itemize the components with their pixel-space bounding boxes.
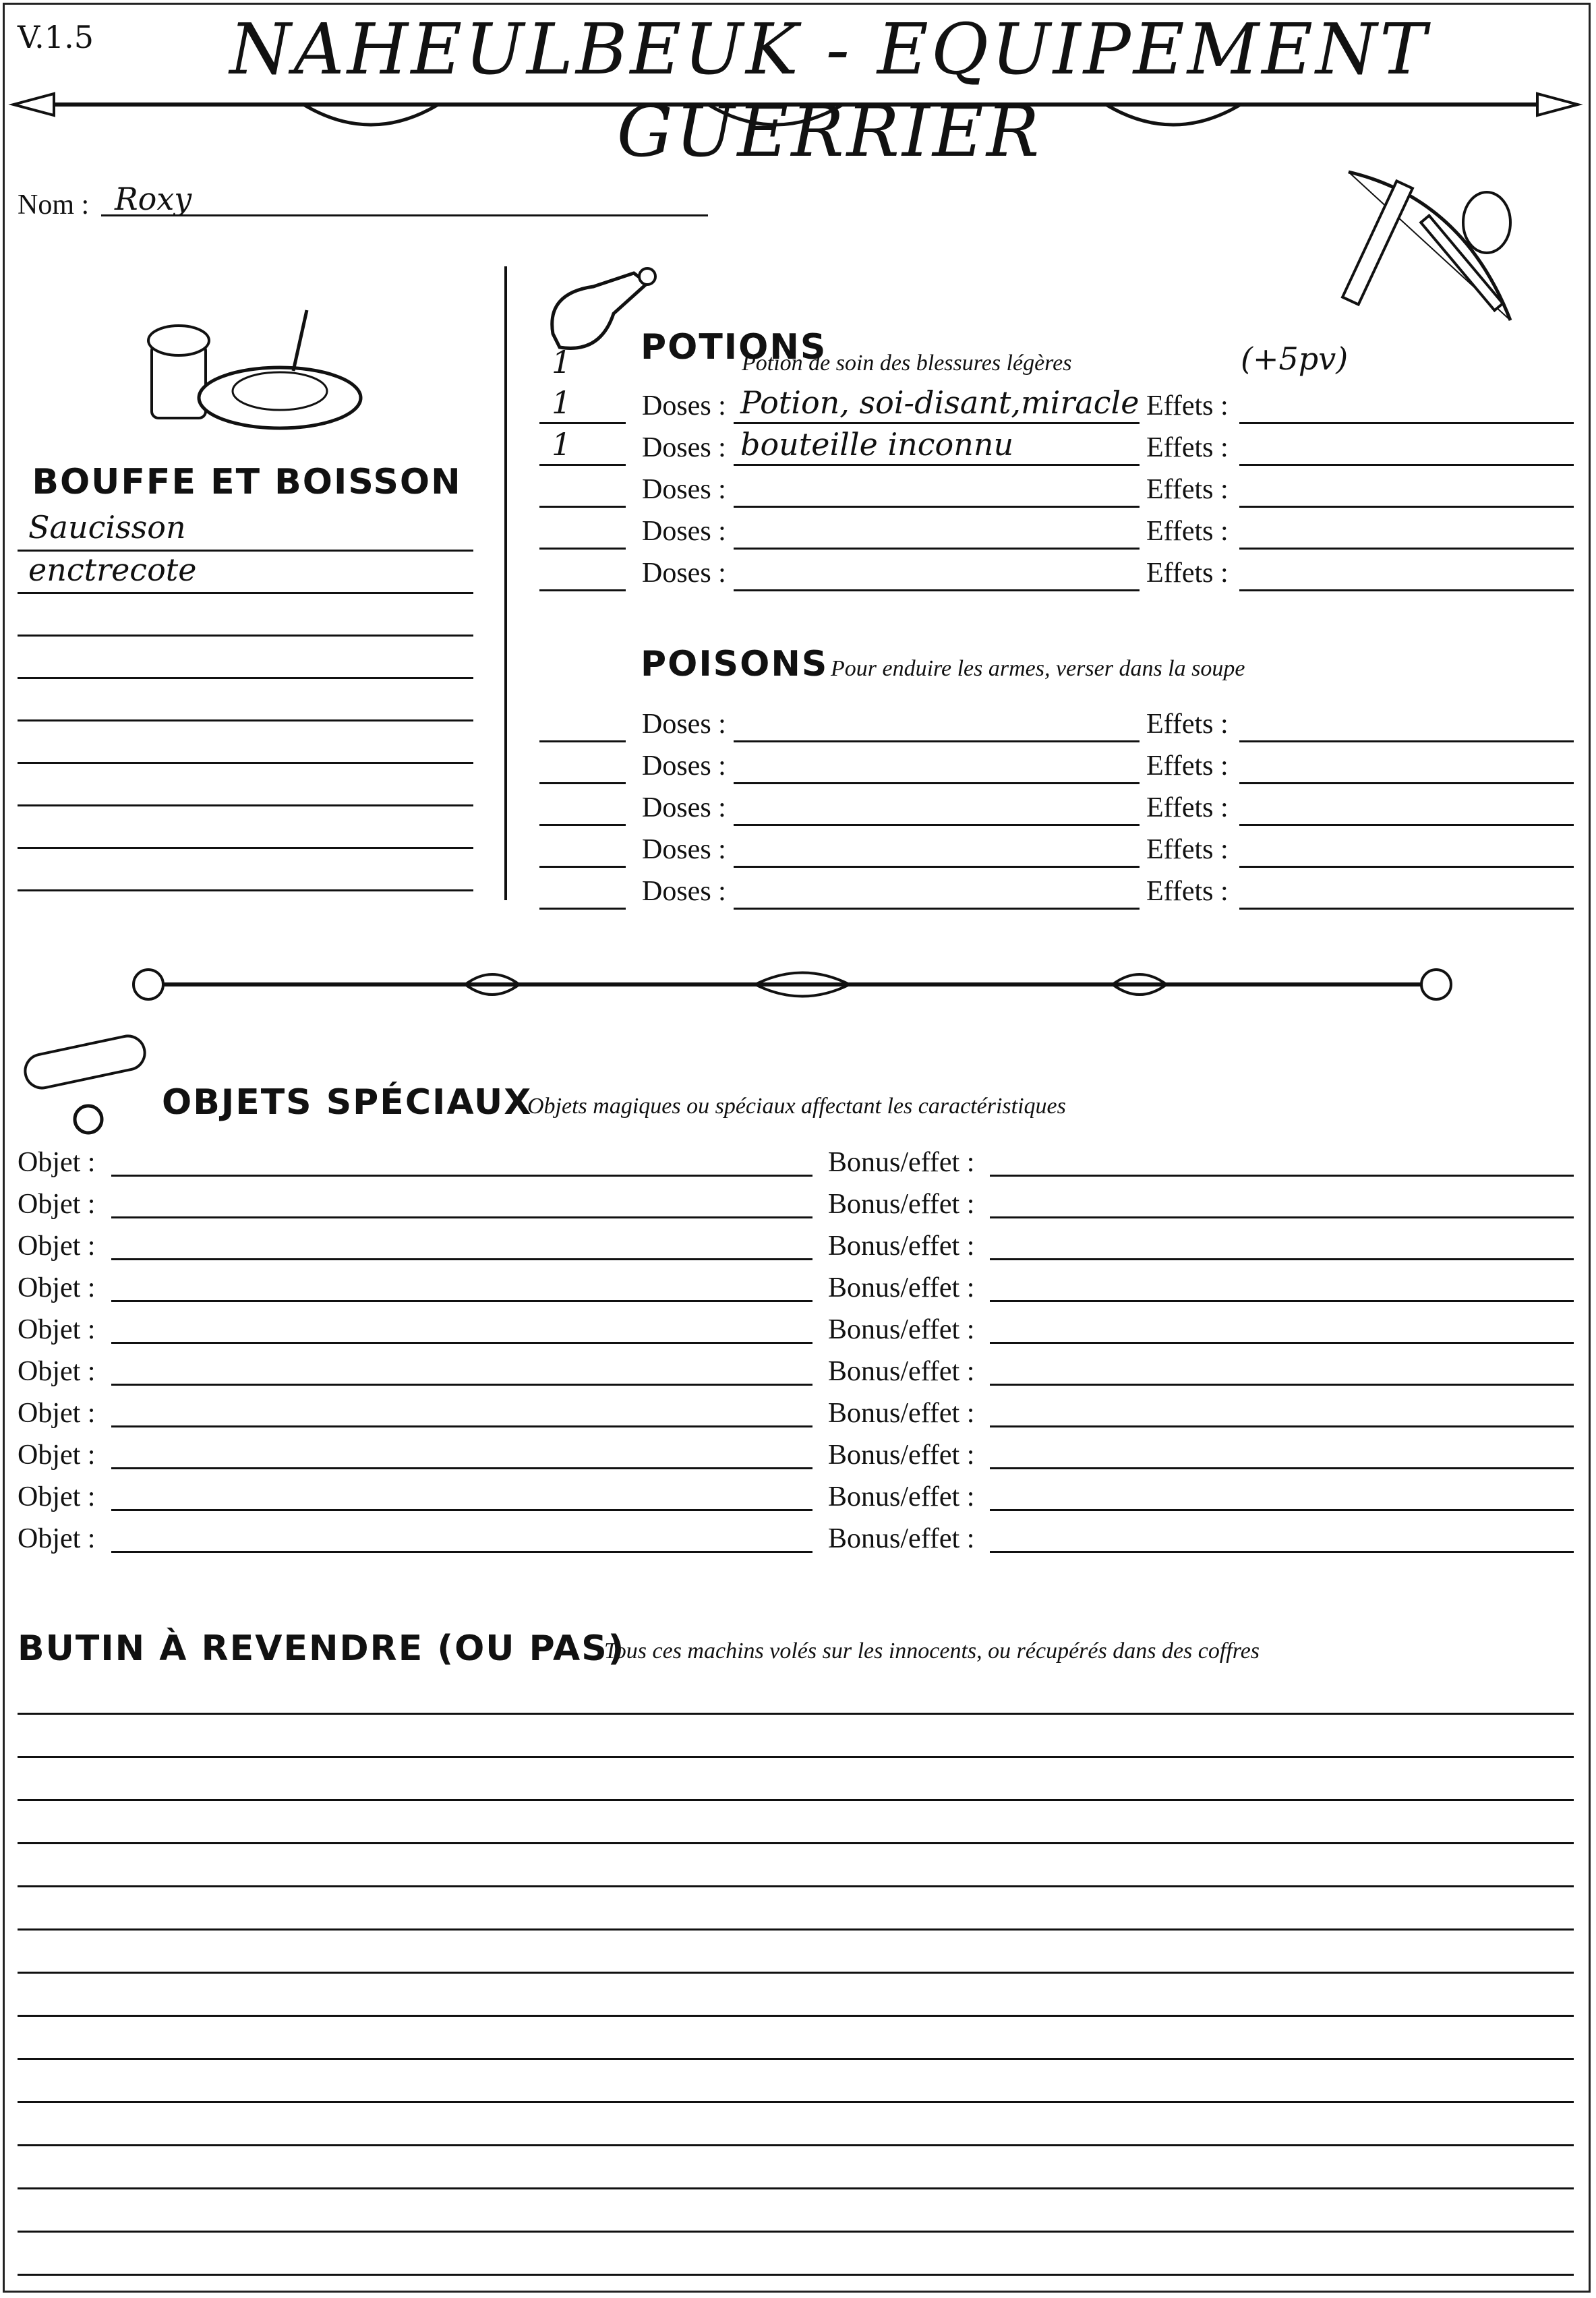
bonus-label: Bonus/effet : [828, 1398, 975, 1429]
potions-name-field[interactable] [734, 464, 1140, 466]
food-item: Saucisson [28, 509, 186, 546]
bonus-label: Bonus/effet : [828, 1440, 975, 1471]
potions-name-field[interactable] [734, 589, 1140, 591]
scroll-ring-icon [18, 1025, 159, 1140]
poisons-doses-label: Doses : [642, 834, 726, 865]
objet-label: Objet : [18, 1231, 96, 1262]
poisons-effets-label: Effets : [1146, 876, 1229, 907]
potions-effets-label: Effets : [1146, 558, 1229, 589]
butin-line[interactable] [18, 2058, 1574, 2060]
food-line[interactable] [18, 804, 473, 806]
objet-field[interactable] [111, 1300, 812, 1302]
butin-section-title: BUTIN À REVENDRE (OU PAS) [18, 1628, 626, 1669]
speciaux-section-title: OBJETS SPÉCIAUX [162, 1082, 533, 1123]
poisons-name-field[interactable] [734, 782, 1140, 784]
staff-ornament [128, 958, 1456, 1011]
potions-effet-field[interactable] [1239, 506, 1574, 508]
potions-effets-label: Effets : [1146, 474, 1229, 505]
bonus-field[interactable] [990, 1425, 1574, 1427]
butin-line[interactable] [18, 1756, 1574, 1758]
potions-qty-field[interactable] [539, 589, 626, 591]
poisons-section-title: POISONS [641, 644, 829, 684]
potions-name-field[interactable] [734, 422, 1140, 424]
butin-line[interactable] [18, 1799, 1574, 1801]
objet-field[interactable] [111, 1216, 812, 1218]
potions-doses-label: Doses : [642, 474, 726, 505]
bonus-label: Bonus/effet : [828, 1272, 975, 1303]
objet-label: Objet : [18, 1272, 96, 1303]
food-drink-icon [138, 303, 367, 438]
food-line[interactable] [18, 677, 473, 679]
poisons-name-field[interactable] [734, 908, 1140, 910]
bonus-field[interactable] [990, 1342, 1574, 1344]
potions-doses-label: Doses : [642, 432, 726, 463]
food-line[interactable] [18, 847, 473, 849]
objet-field[interactable] [111, 1258, 812, 1260]
nom-value: Roxy [115, 181, 192, 217]
food-item: enctrecote [28, 552, 197, 588]
objet-field[interactable] [111, 1425, 812, 1427]
poisons-qty-field[interactable] [539, 866, 626, 868]
poisons-doses-label: Doses : [642, 709, 726, 740]
bonus-field[interactable] [990, 1216, 1574, 1218]
butin-subtitle: Tous ces machins volés sur les innocents, ou récupérés dans des coffres [604, 1639, 1260, 1663]
nom-field[interactable] [101, 214, 708, 216]
objet-label: Objet : [18, 1481, 96, 1512]
poisons-effets-label: Effets : [1146, 750, 1229, 782]
poisons-effet-field[interactable] [1239, 866, 1574, 868]
potions-effets-label: Effets : [1146, 390, 1229, 421]
potions-qty-field[interactable] [539, 464, 626, 466]
bonus-field[interactable] [990, 1509, 1574, 1511]
bonus-label: Bonus/effet : [828, 1314, 975, 1345]
objet-label: Objet : [18, 1523, 96, 1554]
potions-doses-label: Doses : [642, 558, 726, 589]
potions-effet-field[interactable] [1239, 464, 1574, 466]
potions-name-field[interactable] [734, 548, 1140, 550]
poisons-effet-field[interactable] [1239, 824, 1574, 826]
butin-line[interactable] [18, 1885, 1574, 1887]
butin-line[interactable] [18, 2274, 1574, 2276]
bonus-field[interactable] [990, 1258, 1574, 1260]
food-line[interactable] [18, 889, 473, 891]
poisons-qty-field[interactable] [539, 908, 626, 910]
potions-doses-label: Doses : [642, 516, 726, 547]
potions-qty: 1 [552, 426, 572, 463]
poisons-qty-field[interactable] [539, 782, 626, 784]
objet-label: Objet : [18, 1398, 96, 1429]
potions-qty: 1 [552, 384, 572, 421]
potions-note: Potion de soin des blessures légères [742, 351, 1072, 376]
poisons-effet-field[interactable] [1239, 782, 1574, 784]
poisons-effets-label: Effets : [1146, 792, 1229, 823]
objet-field[interactable] [111, 1384, 812, 1386]
butin-line[interactable] [18, 1713, 1574, 1715]
butin-line[interactable] [18, 2015, 1574, 2017]
food-line[interactable] [18, 762, 473, 764]
objet-label: Objet : [18, 1314, 96, 1345]
potions-doses-label: Doses : [642, 390, 726, 421]
bonus-field[interactable] [990, 1551, 1574, 1553]
objet-field[interactable] [111, 1175, 812, 1177]
bonus-field[interactable] [990, 1467, 1574, 1469]
bonus-field[interactable] [990, 1300, 1574, 1302]
poisons-name-field[interactable] [734, 740, 1140, 742]
poisons-doses-label: Doses : [642, 876, 726, 907]
poisons-qty-field[interactable] [539, 824, 626, 826]
butin-line[interactable] [18, 1972, 1574, 1974]
bonus-label: Bonus/effet : [828, 1481, 975, 1512]
poisons-effet-field[interactable] [1239, 740, 1574, 742]
food-line[interactable] [18, 719, 473, 721]
potions-qty-field[interactable] [539, 422, 626, 424]
potions-qty-field[interactable] [539, 548, 626, 550]
speciaux-subtitle: Objets magiques ou spéciaux affectant les caractéristiques [527, 1094, 1066, 1119]
objet-label: Objet : [18, 1440, 96, 1471]
butin-line[interactable] [18, 2101, 1574, 2103]
poisons-effet-field[interactable] [1239, 908, 1574, 910]
bonus-field[interactable] [990, 1384, 1574, 1386]
potions-effets-label: Effets : [1146, 516, 1229, 547]
potions-name: Potion, soi-disant,miracle [740, 384, 1140, 421]
objet-label: Objet : [18, 1147, 96, 1178]
objet-label: Objet : [18, 1356, 96, 1387]
potions-effet-field[interactable] [1239, 548, 1574, 550]
objet-field[interactable] [111, 1509, 812, 1511]
potions-effets-label: Effets : [1146, 432, 1229, 463]
objet-field[interactable] [111, 1342, 812, 1344]
poisons-subtitle: Pour enduire les armes, verser dans la soupe [831, 656, 1245, 681]
potions-effet-field[interactable] [1239, 589, 1574, 591]
objet-label: Objet : [18, 1189, 96, 1220]
objet-field[interactable] [111, 1551, 812, 1553]
food-line[interactable] [18, 635, 473, 637]
butin-line[interactable] [18, 2231, 1574, 2233]
poisons-doses-label: Doses : [642, 792, 726, 823]
poisons-name-field[interactable] [734, 866, 1140, 868]
bonus-label: Bonus/effet : [828, 1147, 975, 1178]
butin-line[interactable] [18, 1842, 1574, 1844]
weapons-icon [1328, 158, 1531, 337]
spear-ornament-top [13, 84, 1578, 145]
nom-label: Nom : [18, 189, 90, 220]
objet-field[interactable] [111, 1467, 812, 1469]
potions-qty-field[interactable] [539, 506, 626, 508]
version-label: V.1.5 [18, 19, 94, 55]
butin-line[interactable] [18, 1928, 1574, 1931]
potions-top-qty: 1 [552, 344, 572, 380]
bonus-field[interactable] [990, 1175, 1574, 1177]
bonus-label: Bonus/effet : [828, 1189, 975, 1220]
bonus-label: Bonus/effet : [828, 1523, 975, 1554]
food-line[interactable] [18, 592, 473, 594]
poisons-effets-label: Effets : [1146, 709, 1229, 740]
poisons-effets-label: Effets : [1146, 834, 1229, 865]
butin-line[interactable] [18, 2144, 1574, 2146]
poisons-name-field[interactable] [734, 824, 1140, 826]
potions-name-field[interactable] [734, 506, 1140, 508]
column-divider [504, 266, 507, 900]
potions-note-effect: (+5pv) [1241, 341, 1349, 377]
bonus-label: Bonus/effet : [828, 1356, 975, 1387]
bonus-label: Bonus/effet : [828, 1231, 975, 1262]
food-section-title: BOUFFE ET BOISSON [32, 462, 462, 502]
butin-line[interactable] [18, 2187, 1574, 2189]
page-title: NAHEULBEUK - EQUIPEMENT GUERRIER [229, 8, 1429, 173]
potions-name: bouteille inconnu [740, 426, 1014, 463]
potions-effet-field[interactable] [1239, 422, 1574, 424]
poisons-doses-label: Doses : [642, 750, 726, 782]
potions-section-title: POTIONS [641, 327, 827, 367]
poisons-qty-field[interactable] [539, 740, 626, 742]
